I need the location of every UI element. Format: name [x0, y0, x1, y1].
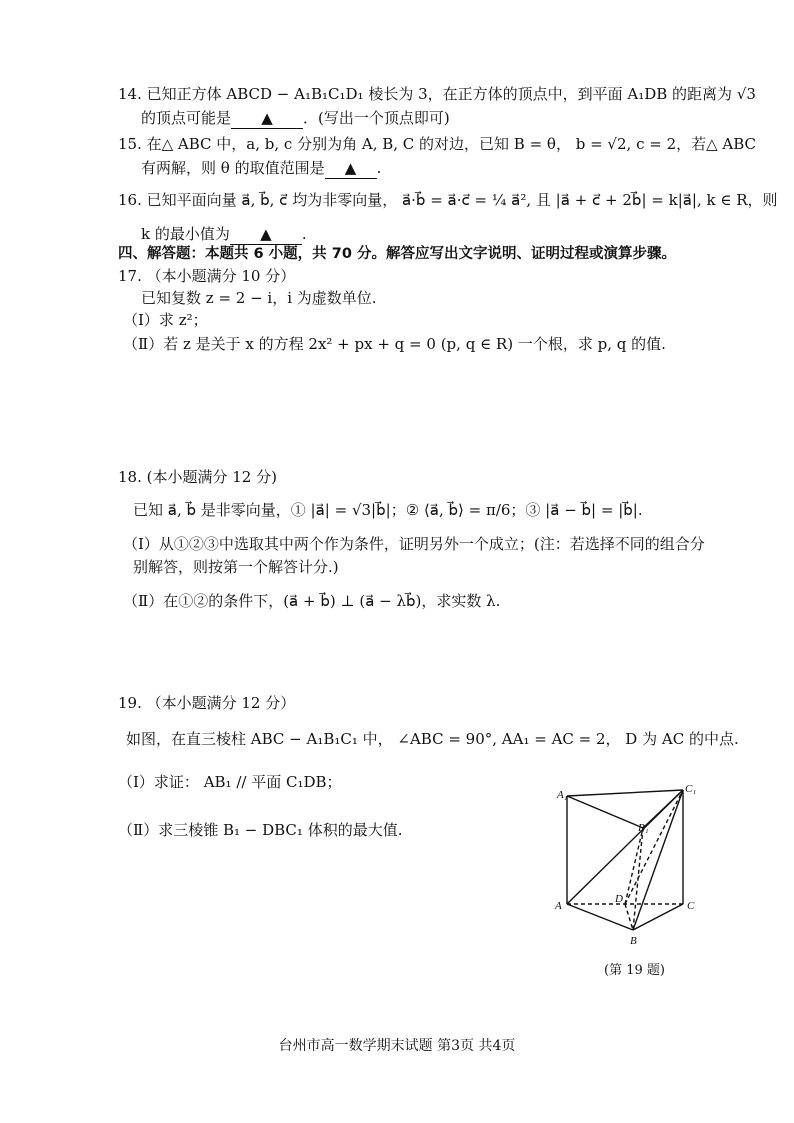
q17-part-2: （Ⅱ）若 z 是关于 x 的方程 2x² + px + q = 0 (p, q ∈ R) 一个根，求 p, q 的值.	[123, 335, 666, 353]
q19-stem: 如图，在直三棱柱 ABC − A₁B₁C₁ 中， ∠ABC = 90°, AA₁ = AC = 2， D 为 AC 的中点.	[126, 730, 739, 748]
q16-line1: 16. 已知平面向量 a⃗, b⃗, c⃗ 均为非零向量， a⃗·b⃗ = a⃗·c⃗ = ¼ a⃗², 且 |a⃗ + c⃗ + 2b⃗| = k|a⃗|, k ∈ R，则	[118, 191, 778, 209]
label-c1: C₁	[685, 783, 697, 795]
q18-part-2: （Ⅱ）在①②的条件下，(a⃗ + b⃗) ⊥ (a⃗ − λb⃗)，求实数 λ.	[123, 592, 501, 610]
q18-stem: 已知 a⃗, b⃗ 是非零向量，① |a⃗| = √3|b⃗|；② ⟨a⃗, b⃗⟩ = π/6；③ |a⃗ − b⃗| = |b⃗|.	[133, 501, 643, 519]
q15-line1: 15. 在△ ABC 中，a, b, c 分别为角 A, B, C 的对边，已知 B = θ， b = √2, c = 2，若△ ABC	[118, 135, 757, 153]
section-4-heading: 四、解答题：本题共 6 小题，共 70 分。解答应写出文字说明、证明过程或演算步骤。	[118, 246, 676, 262]
q14-prompt: 的顶点可能是	[141, 109, 232, 127]
label-d: D	[615, 893, 623, 905]
segment-b-c1	[633, 790, 683, 930]
q18-heading: 18. (本小题满分 12 分)	[118, 468, 277, 486]
q14-note: ．(写出一个顶点即可)	[303, 109, 450, 127]
label-b: B	[630, 935, 637, 947]
q19-heading: 19. （本小题满分 12 分）	[118, 694, 296, 712]
label-a: A	[555, 900, 562, 912]
triangular-prism-figure	[545, 780, 715, 950]
q18-part-1a: （Ⅰ）从①②③中选取其中两个作为条件，证明另外一个成立；(注：若选择不同的组合分	[123, 535, 705, 553]
label-a1: A₁	[557, 789, 568, 801]
segment-d-b	[625, 904, 633, 930]
label-c: C	[687, 900, 695, 912]
q16-prompt: k 的最小值为	[141, 225, 230, 243]
q14-line2	[141, 108, 450, 129]
edge-a1-b1	[567, 796, 643, 828]
q14-line1: 14. 已知正方体 ABCD − A₁B₁C₁D₁ 棱长为 3，在正方体的顶点中，到平面 A₁DB 的距离为 √3	[118, 85, 756, 103]
q15-line2	[141, 158, 381, 179]
segment-d-c1	[625, 790, 683, 904]
segment-d-b1	[625, 828, 643, 904]
edge-a1-c1	[567, 790, 683, 796]
figure-caption: (第 19 题)	[604, 963, 665, 978]
q17-heading: 17. （本小题满分 10 分）	[118, 267, 296, 285]
q17-part-1: （Ⅰ）求 z²；	[123, 311, 208, 329]
q15-answer-blank: ▲	[325, 158, 377, 179]
edge-a-b	[567, 904, 633, 930]
q16-line2	[141, 224, 307, 245]
q19-part-1: （Ⅰ）求证： AB₁ // 平面 C₁DB；	[118, 773, 342, 791]
q15-end: .	[376, 159, 382, 177]
segment-a-c1	[567, 790, 683, 904]
label-b1: B₁	[638, 822, 649, 834]
q14-answer-blank: ▲	[231, 108, 303, 129]
q18-part-1b: 别解答，则按第一个解答计分.)	[133, 558, 339, 576]
q17-stem: 已知复数 z = 2 − i，i 为虚数单位.	[141, 289, 377, 307]
q15-prompt: 有两解，则 θ 的取值范围是	[141, 159, 325, 177]
q16-answer-blank: ▲	[230, 224, 302, 245]
q16-end: .	[301, 225, 307, 243]
page-footer: 台州市高一数学期末试题 第3页 共4页	[278, 1038, 516, 1054]
q19-part-2: （Ⅱ）求三棱锥 B₁ − DBC₁ 体积的最大值.	[118, 821, 403, 839]
